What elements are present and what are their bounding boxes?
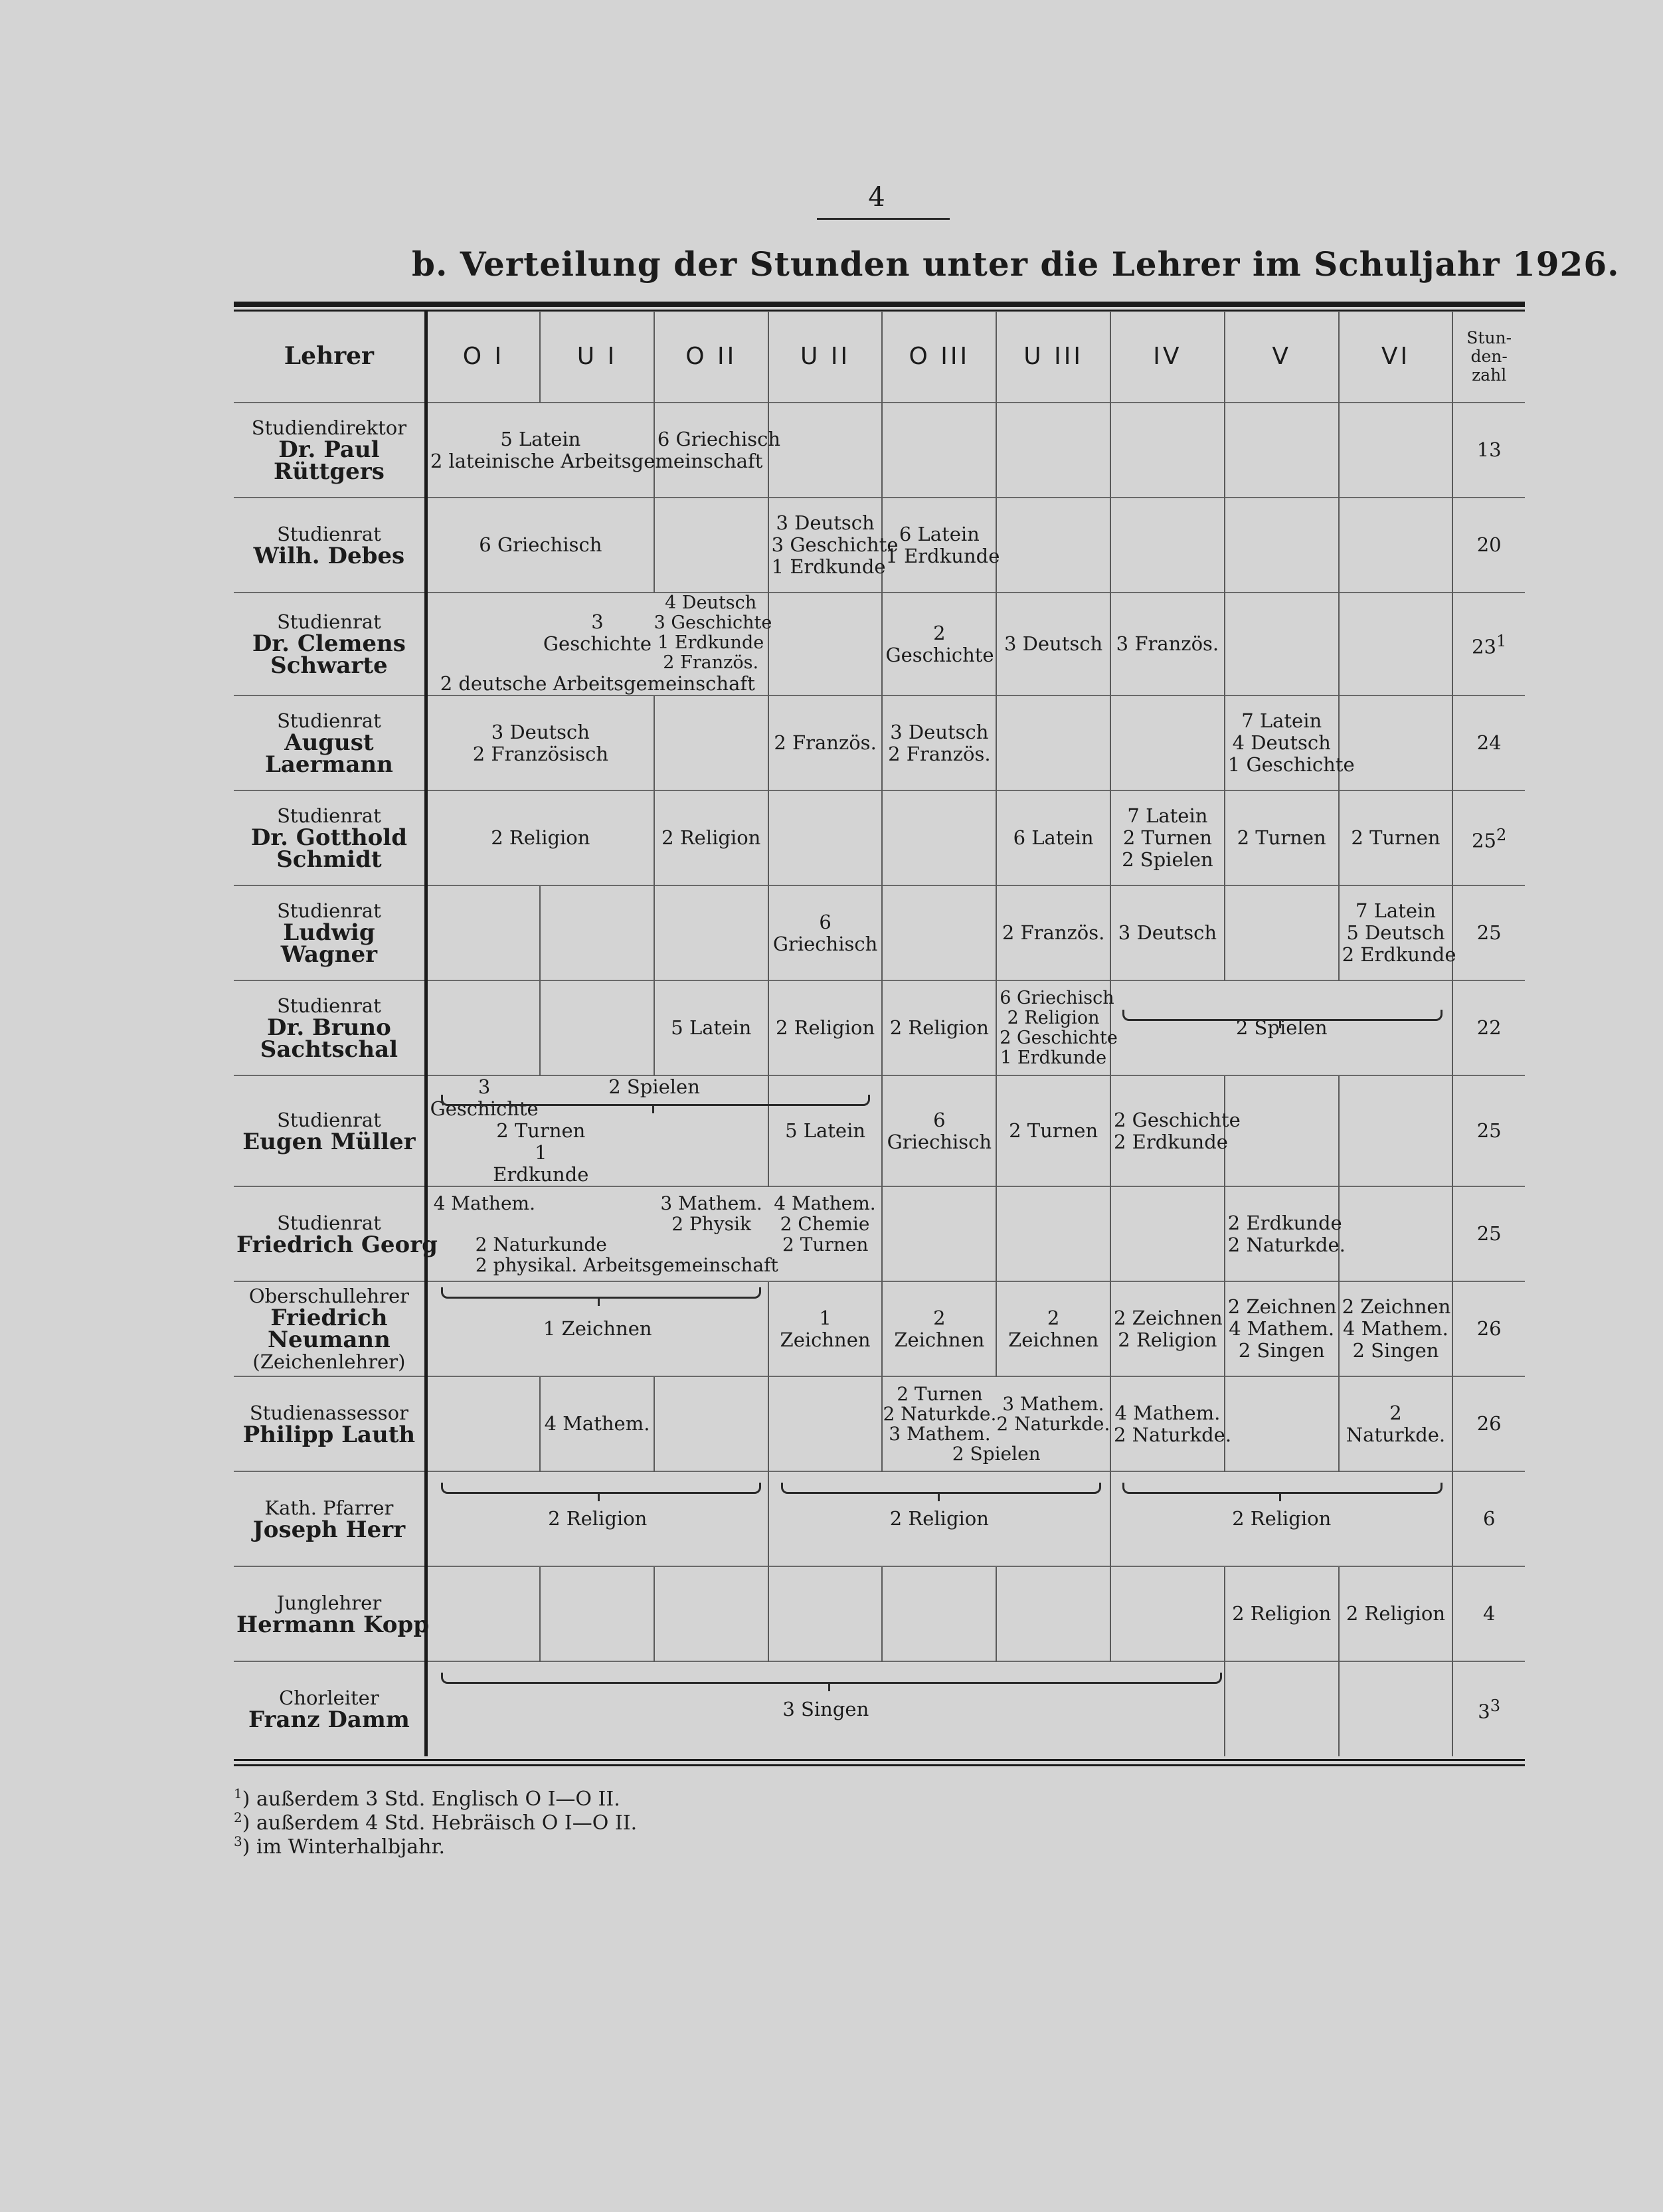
group-bracket xyxy=(441,1483,761,1494)
table-row xyxy=(234,790,1525,885)
teacher-cell xyxy=(234,695,426,790)
hours-cell: 22 xyxy=(1452,980,1525,1075)
footnote-mark: 3 xyxy=(234,1833,242,1849)
group-bracket xyxy=(441,1673,1222,1684)
teacher-cell xyxy=(234,1186,438,1281)
table-row xyxy=(234,695,1525,790)
header-row xyxy=(234,311,1525,403)
lesson-entry: 3 Mathem. xyxy=(1002,1392,1104,1415)
lesson-cell: 2 Naturkde. xyxy=(1339,1376,1453,1471)
lesson-entry: 2 Spielen xyxy=(1122,848,1213,871)
footnote-mark: 2 xyxy=(234,1809,242,1825)
header-class-iv: IV xyxy=(1110,311,1225,403)
teacher-name: Dr. Gotthold xyxy=(250,824,407,851)
lesson-cell: 2 Religion xyxy=(1339,1566,1453,1661)
teacher-cell xyxy=(234,1281,426,1376)
lesson-cell xyxy=(426,1186,882,1281)
hours-cell: 25 xyxy=(1452,1186,1525,1281)
lesson-cell: 3 Deutsch xyxy=(1110,885,1225,980)
lesson-cell xyxy=(426,593,772,695)
lesson-entry: 4 Mathem. xyxy=(1229,1317,1335,1340)
footnote-mark: 1 xyxy=(234,1786,242,1801)
teacher-title: Studienrat xyxy=(277,899,381,922)
teacher-name: Schmidt xyxy=(276,846,382,873)
lesson-cell: 4 Mathem. xyxy=(540,1376,654,1471)
lesson-cell: 5 Latein xyxy=(768,1075,883,1186)
table-row xyxy=(234,1075,1525,1186)
hours-cell: 26 xyxy=(1452,1376,1525,1471)
lesson-cell xyxy=(426,1075,768,1186)
lesson-entry: 2 Französ. xyxy=(663,652,759,673)
hours-cell: 25 xyxy=(1452,1075,1525,1186)
hours-cell: 6 xyxy=(1452,1471,1525,1566)
lesson-entry: 2 Turnen xyxy=(1122,826,1212,849)
lesson-cell xyxy=(1110,1075,1241,1186)
lesson-entry: 2 Naturkde. xyxy=(883,1402,997,1425)
teacher-name: Dr. Bruno xyxy=(267,1014,391,1041)
teacher-title: Studienrat xyxy=(277,804,381,827)
hours-cell xyxy=(1452,790,1525,885)
lesson-cell: 2 Religion xyxy=(768,1471,1110,1566)
group-bracket xyxy=(1122,1483,1443,1494)
lesson-cell: 2 Zeichnen xyxy=(996,1281,1110,1376)
lesson-entry: 7 Latein xyxy=(1241,709,1322,732)
lesson-cell: 2 Religion xyxy=(1110,1471,1452,1566)
hours-value: 3 xyxy=(1478,1700,1490,1723)
page-number-rule xyxy=(817,218,950,220)
header-class-uIII: U III xyxy=(996,311,1110,403)
group-bracket xyxy=(441,1287,761,1299)
group-bracket xyxy=(1122,1010,1443,1021)
lesson-cell: 1 Zeichnen xyxy=(768,1281,883,1376)
teacher-title: Kath. Pfarrer xyxy=(264,1496,394,1519)
lesson-cell: 6 Griechisch xyxy=(768,885,883,980)
teacher-name: Friedrich Georg xyxy=(236,1231,438,1258)
lesson-entry: 2 Physik xyxy=(671,1212,751,1235)
lesson-entry: 2 Zeichnen xyxy=(1342,1295,1451,1318)
lesson-cell: 3 Deutsch xyxy=(996,593,1110,695)
page-number: 4 xyxy=(868,182,885,213)
teacher-cell xyxy=(234,1075,426,1186)
lesson-cell: 2 Französ. xyxy=(996,885,1110,980)
lesson-entry: 3 Deutsch xyxy=(890,720,989,743)
lesson-cell: 2 Zeichnen xyxy=(882,1281,996,1376)
lesson-entry: 4 Mathem. xyxy=(774,1192,876,1214)
lesson-entry: 2 Turnen xyxy=(897,1382,983,1405)
teacher-name: Friedrich xyxy=(270,1304,388,1331)
lesson-entry: 7 Latein xyxy=(1127,804,1208,827)
hours-cell: 20 xyxy=(1452,498,1525,593)
lesson-entry: 2 physikal. Arbeitsgemeinschaft xyxy=(475,1253,778,1276)
lesson-entry: 2 Französisch xyxy=(472,742,609,765)
lesson-entry: 5 Deutsch xyxy=(1346,921,1445,944)
lesson-cell: 5 Latein xyxy=(654,980,768,1075)
lesson-cell xyxy=(1110,790,1225,885)
lesson-entry: 2 Chemie xyxy=(780,1212,870,1235)
teacher-name: Dr. Clemens xyxy=(252,630,406,657)
lesson-entry: 2 Zeichnen xyxy=(1114,1306,1223,1329)
header-class-oI: O I xyxy=(426,311,540,403)
hours-cell: 4 xyxy=(1452,1566,1525,1661)
teacher-hours-table xyxy=(234,311,1525,1756)
lesson-entry: 3 Geschichte xyxy=(654,612,772,633)
teacher-title: Studienrat xyxy=(277,1211,381,1234)
lesson-cell: 2 Turnen xyxy=(996,1075,1110,1186)
teacher-title: Studienrat xyxy=(277,709,381,732)
lesson-entry: 4 Deutsch xyxy=(665,593,757,613)
teacher-cell xyxy=(234,1566,429,1661)
lesson-entry: 2 Naturkunde xyxy=(475,1233,607,1255)
lesson-cell xyxy=(1110,1376,1232,1471)
teacher-title: Chorleiter xyxy=(279,1687,379,1709)
header-class-v: V xyxy=(1225,311,1339,403)
header-teacher: Lehrer xyxy=(234,311,426,403)
footnote-text: außerdem 4 Std. Hebräisch O I—O II. xyxy=(256,1811,638,1835)
table-row xyxy=(234,1566,1525,1661)
table-row xyxy=(234,403,1525,498)
lesson-cell xyxy=(882,498,1000,593)
hours-cell xyxy=(1452,1661,1525,1756)
teacher-cell xyxy=(234,885,426,980)
footnote-text: außerdem 3 Std. Englisch O I—O II. xyxy=(256,1788,620,1811)
teacher-name: Laermann xyxy=(264,751,393,778)
teacher-name: Franz Damm xyxy=(248,1706,410,1733)
footnote-ref: 3 xyxy=(1490,1697,1501,1716)
lesson-entry: 2 Singen xyxy=(1352,1339,1439,1362)
hours-cell: 13 xyxy=(1452,403,1525,498)
table-row xyxy=(234,498,1525,593)
hours-cell: 24 xyxy=(1452,695,1525,790)
lesson-cell: 2 Religion xyxy=(426,790,654,885)
lesson-entry: 2 Naturkde. xyxy=(1227,1233,1346,1256)
hours-cell: 25 xyxy=(1452,885,1525,980)
teacher-name: Joseph Herr xyxy=(252,1516,406,1543)
teacher-title: Junglehrer xyxy=(276,1591,382,1614)
table-top-rule-thick xyxy=(234,302,1525,307)
teacher-cell xyxy=(234,498,426,593)
teacher-cell xyxy=(234,1471,426,1566)
teacher-cell xyxy=(234,593,426,695)
lesson-entry: 2 lateinische Arbeitsgemeinschaft xyxy=(430,449,763,472)
teacher-title: Oberschullehrer xyxy=(248,1284,409,1307)
table-row xyxy=(234,885,1525,980)
teacher-cell xyxy=(234,1376,426,1471)
teacher-cell xyxy=(234,790,426,885)
teacher-name: Neumann xyxy=(267,1326,391,1353)
hours-value: 25 xyxy=(1472,829,1496,852)
lesson-cell xyxy=(1339,1281,1453,1376)
lesson-entry: 2 Geschichte xyxy=(1000,1027,1118,1048)
lesson-cell xyxy=(882,695,996,790)
lesson-entry: 3 Deutsch xyxy=(776,511,875,534)
lesson-cell: 2 Religion xyxy=(882,980,996,1075)
table-row xyxy=(234,1281,1525,1376)
lesson-entry: 3 Geschichte xyxy=(430,1075,539,1120)
lesson-cell xyxy=(426,695,654,790)
lesson-cell: 2 Turnen xyxy=(1339,790,1453,885)
lesson-entry: 2 Spielen xyxy=(608,1075,700,1098)
group-bracket xyxy=(781,1483,1101,1494)
lesson-entry: 2 Zeichnen xyxy=(1227,1295,1337,1318)
teacher-note: (Zeichenlehrer) xyxy=(252,1350,406,1373)
teacher-name: Ludwig xyxy=(283,919,375,946)
footnote: $^1$) außerdem 3 Std. Englisch O I—O II. xyxy=(234,1786,620,1811)
lesson-cell: 2 Religion xyxy=(654,790,768,885)
header-class-uII: U II xyxy=(768,311,883,403)
lesson-cell xyxy=(1225,1281,1339,1376)
lesson-cell: 2 Geschichte xyxy=(882,593,996,695)
teacher-title: Studienrat xyxy=(277,610,381,633)
hours-value: 23 xyxy=(1472,635,1496,658)
footnote: $^3$) im Winterhalbjahr. xyxy=(234,1833,446,1859)
page-title: b. Verteilung der Stunden unter die Lehrer im Schuljahr 1926. xyxy=(412,244,1620,284)
lesson-cell: 6 Latein xyxy=(996,790,1110,885)
lesson-entry: 1 Erdkunde xyxy=(771,555,886,578)
lesson-entry: 2 Erdkunde xyxy=(1342,943,1456,966)
lesson-entry: 2 Geschichte xyxy=(1114,1108,1241,1131)
hours-cell: 26 xyxy=(1452,1281,1525,1376)
header-class-oIII: O III xyxy=(882,311,996,403)
lesson-cell: 3 Französ. xyxy=(1110,593,1225,695)
teacher-name: Eugen Müller xyxy=(242,1128,416,1155)
header-class-vi: VI xyxy=(1339,311,1453,403)
footnote: $^2$) außerdem 4 Std. Hebräisch O I—O II. xyxy=(234,1809,638,1835)
lesson-cell xyxy=(1225,695,1355,790)
header-class-oII: O II xyxy=(654,311,768,403)
lesson-cell: 3 Singen xyxy=(426,1661,1224,1756)
lesson-cell xyxy=(1339,885,1456,980)
teacher-title: Studienrat xyxy=(277,994,381,1017)
teacher-title: Studienrat xyxy=(277,1108,381,1131)
lesson-cell xyxy=(882,1376,1110,1471)
lesson-cell: 2 Spielen xyxy=(1110,980,1452,1075)
lesson-entry: 1 Geschichte xyxy=(1227,753,1355,776)
lesson-entry: 4 Mathem. xyxy=(433,1192,535,1214)
teacher-name: Rüttgers xyxy=(273,458,385,485)
header-hours: Stun- den- zahl xyxy=(1452,311,1525,403)
lesson-cell xyxy=(768,498,899,593)
lesson-entry: 4 Mathem. xyxy=(1343,1317,1448,1340)
lesson-entry: 2 Religion xyxy=(1007,1007,1100,1028)
lesson-cell: 2 Religion xyxy=(426,1471,768,1566)
lesson-entry: 2 Turnen xyxy=(782,1233,869,1255)
lesson-entry: 3 Mathem. xyxy=(889,1422,991,1445)
table-bottom-rule xyxy=(234,1759,1525,1761)
lesson-cell: 2 Religion xyxy=(768,980,883,1075)
lesson-entry: 3 Deutsch xyxy=(491,720,590,743)
lesson-entry: 1 Erdkunde xyxy=(493,1141,589,1186)
lesson-entry: 6 Latein xyxy=(899,522,980,545)
group-bracket xyxy=(441,1095,870,1106)
footnote-ref: 1 xyxy=(1496,631,1507,650)
teacher-name: Sachtschal xyxy=(260,1036,398,1063)
teacher-name: August xyxy=(284,729,374,756)
lesson-entry: 5 Latein xyxy=(500,427,581,450)
lesson-entry: 2 Französ. xyxy=(888,742,991,765)
lesson-entry: 2 Singen xyxy=(1238,1339,1325,1362)
table-row xyxy=(234,593,1525,695)
lesson-cell: 2 Religion xyxy=(1225,1566,1339,1661)
lesson-entry: 2 Erdkunde xyxy=(1227,1211,1342,1234)
teacher-name: Philipp Lauth xyxy=(242,1421,416,1448)
table-row xyxy=(234,1186,1525,1281)
table-row xyxy=(234,980,1525,1075)
lesson-cell: 6 Griechisch xyxy=(882,1075,996,1186)
teacher-name: Wilh. Debes xyxy=(253,542,405,569)
lesson-cell: 2 Turnen xyxy=(1225,790,1339,885)
lesson-cell xyxy=(1110,1281,1225,1376)
lesson-cell xyxy=(1225,1186,1346,1281)
teacher-name: Wagner xyxy=(280,941,378,968)
teacher-cell xyxy=(234,403,426,498)
lesson-entry: 2 Naturkde. xyxy=(1114,1423,1232,1446)
lesson-entry: 2 Religion xyxy=(1118,1328,1217,1351)
lesson-entry: 2 Turnen xyxy=(496,1119,586,1142)
lesson-entry: 1 Erdkunde xyxy=(1000,1047,1107,1068)
footnote-ref: 2 xyxy=(1496,825,1507,844)
teacher-name: Hermann Kopp xyxy=(236,1611,429,1638)
lesson-cell: 1 Zeichnen xyxy=(426,1281,768,1376)
teacher-name: Dr. Paul xyxy=(278,436,380,463)
lesson-entry: 2 Erdkunde xyxy=(1114,1130,1228,1153)
table-bottom-rule xyxy=(234,1764,1525,1766)
lesson-entry: 3 Geschichte xyxy=(543,610,652,655)
lesson-entry: 3 Geschichte xyxy=(771,533,899,556)
lesson-entry: 4 Deutsch xyxy=(1232,731,1331,754)
footnote-text: im Winterhalbjahr. xyxy=(256,1835,446,1859)
lesson-entry: 7 Latein xyxy=(1355,899,1436,922)
teacher-title: Studiendirektor xyxy=(251,416,407,439)
lesson-entry: 6 Griechisch xyxy=(657,427,781,450)
teacher-cell xyxy=(234,1661,426,1756)
teacher-name: Schwarte xyxy=(270,652,388,679)
table-row xyxy=(234,1376,1525,1471)
lesson-entry: 3 Mathem. xyxy=(660,1192,762,1214)
lesson-cell xyxy=(996,980,1118,1075)
lesson-entry: 2 Spielen xyxy=(952,1442,1041,1465)
lesson-cell: 2 Französ. xyxy=(768,695,883,790)
teacher-title: Studienrat xyxy=(277,522,381,545)
header-class-uI: U I xyxy=(540,311,654,403)
teacher-cell xyxy=(234,980,426,1075)
lesson-entry: 2 deutsche Arbeitsgemeinschaft xyxy=(440,672,755,695)
lesson-entry: 2 Naturkde. xyxy=(996,1412,1110,1435)
hours-cell xyxy=(1452,593,1525,695)
lesson-cell: 6 Griechisch xyxy=(426,498,654,593)
lesson-entry: 6 Griechisch xyxy=(1000,987,1114,1008)
teacher-title: Studienassessor xyxy=(249,1401,408,1424)
lesson-entry: 4 Mathem. xyxy=(1114,1401,1221,1424)
lesson-entry: 1 Erdkunde xyxy=(885,544,1000,567)
lesson-entry: 1 Erdkunde xyxy=(657,632,764,653)
